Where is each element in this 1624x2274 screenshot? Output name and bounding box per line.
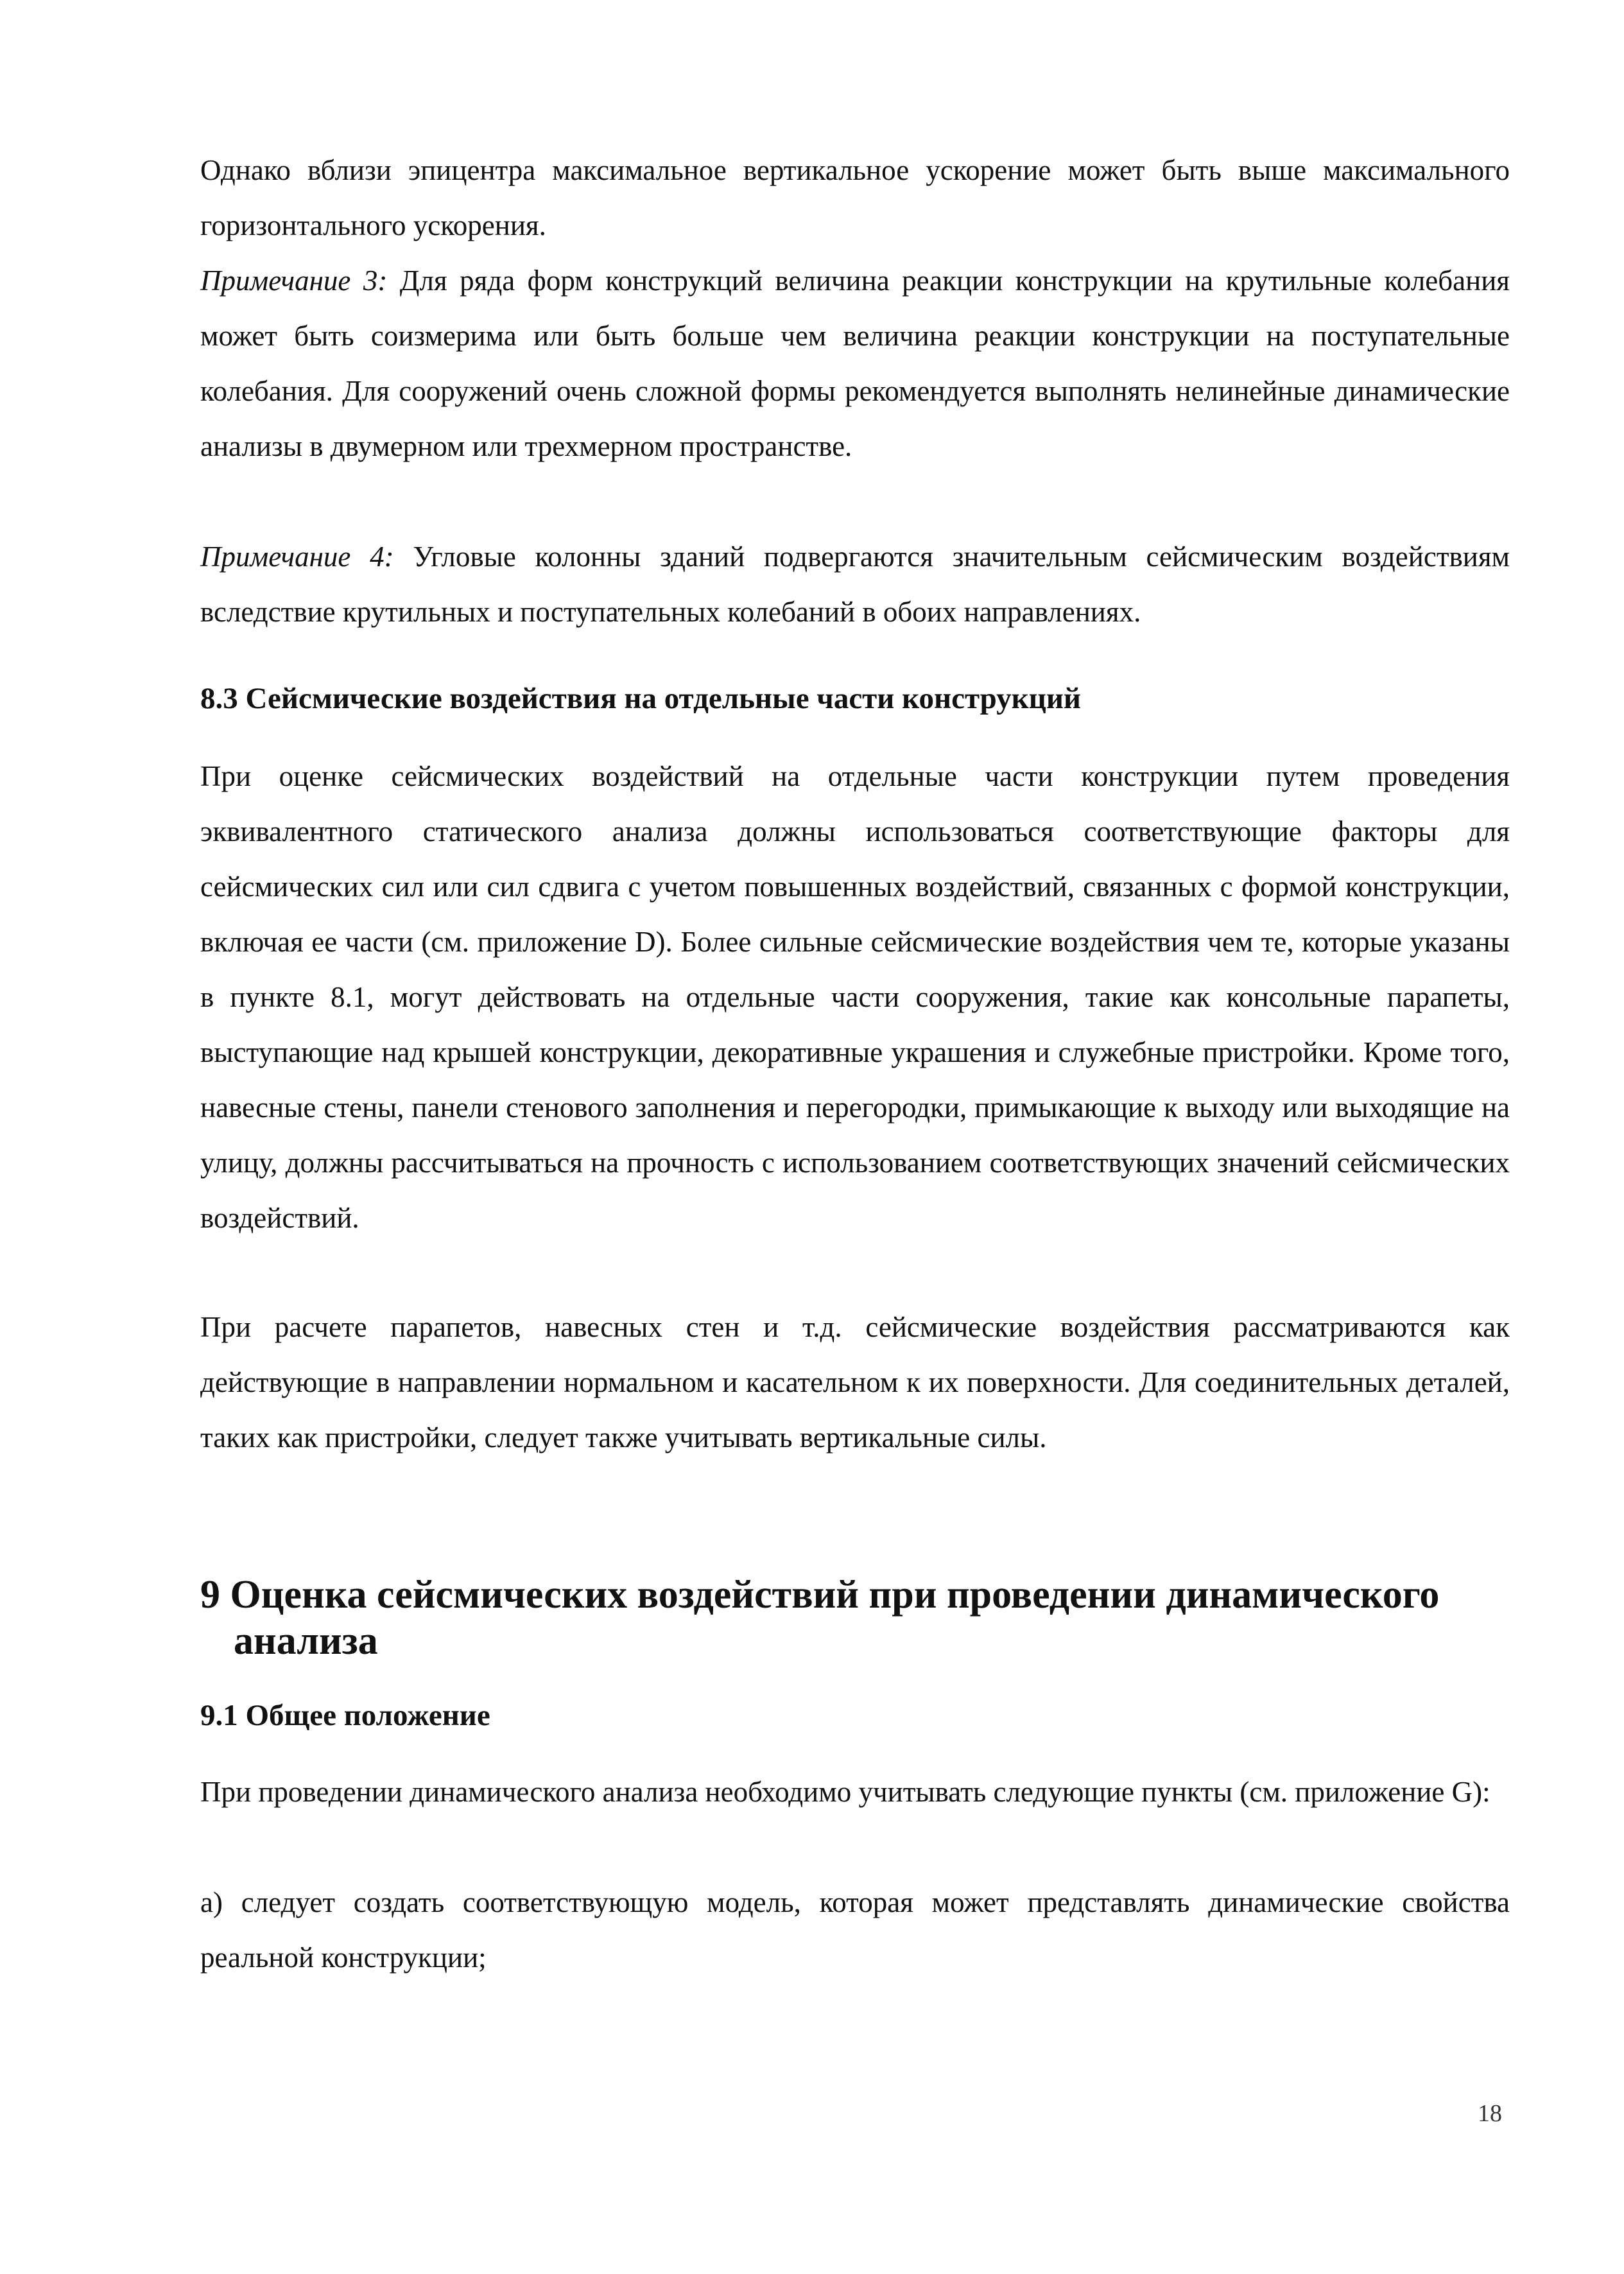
section-9-1-heading: 9.1 Общее положение (200, 1699, 490, 1732)
note-3 (200, 253, 1510, 474)
note-4 (200, 529, 1510, 639)
note-3-text: Для ряда форм конструкций величина реакции конструкции на крутильные колебания может быть соизмерима или быть больше чем величина реакции конструкции на поступательные колебания. Для сооружений очень сложной формы рекомендуется выполнять нелинейные динамические анализы в двумерном или трехмерном пространстве. (200, 265, 1510, 462)
paragraph-vertical-acceleration (200, 143, 1510, 253)
section-8-3-paragraph-2 (200, 1299, 1510, 1465)
paragraph-text: При оценке сейсмических воздействий на отдельные части конструкции путем проведения эквивалентного статического анализа должны использоваться соответствующие факторы для сейсмических сил или сил сдвига с учетом повышенных воздействий, связанных с формой конструкции, включая ее части (см. приложение D). Более сильные сейсмические воздействия чем те, которые указаны в пункте 8.1, могут действовать на отдельные части сооружения, такие как консольные парапеты, выступающие над крышей конструкции, декоративные украшения и служебные пристройки. Кроме того, навесные стены, панели стенового заполнения и перегородки, примыкающие к выходу или выходящие на улицу, должны рассчитываться на прочность с использованием соответствующих значений сейсмических воздействий. (200, 760, 1510, 1234)
chapter-9-heading (200, 1572, 1510, 1664)
page-number: 18 (1478, 2100, 1502, 2127)
paragraph-text: Однако вблизи эпицентра максимальное вертикальное ускорение может быть выше максимального горизонтального ускорения. (200, 154, 1510, 241)
section-8-3-paragraph-1 (200, 749, 1510, 1245)
section-9-1-paragraph-1 (200, 1764, 1510, 1819)
paragraph-text: При проведении динамического анализа необходимо учитывать следующие пункты (см. приложение G): (200, 1776, 1490, 1808)
paragraph-text: При расчете парапетов, навесных стен и т.д. сейсмические воздействия рассматриваются как действующие в направлении нормальном и касательном к их поверхности. Для соединительных деталей, таких как пристройки, следует также учитывать вертикальные силы. (200, 1311, 1510, 1454)
chapter-9-heading-line-1: 9 Оценка сейсмических воздействий при проведении динамического (200, 1573, 1440, 1617)
list-item-text: a) следует создать соответствующую модель, которая может представлять динамические свойства реальной конструкции; (200, 1886, 1510, 1974)
chapter-9-heading-line-2: анализа (234, 1619, 378, 1663)
note-4-label: Примечание 4: (200, 541, 394, 573)
section-9-1-item-a (200, 1875, 1510, 1985)
note-4-text: Угловые колонны зданий подвергаются значительным сейсмическим воздействиям вследствие крутильных и поступательных колебаний в обоих направлениях. (200, 541, 1510, 628)
section-8-3-heading: 8.3 Сейсмические воздействия на отдельные части конструкций (200, 682, 1081, 715)
note-3-label: Примечание 3: (200, 265, 388, 297)
